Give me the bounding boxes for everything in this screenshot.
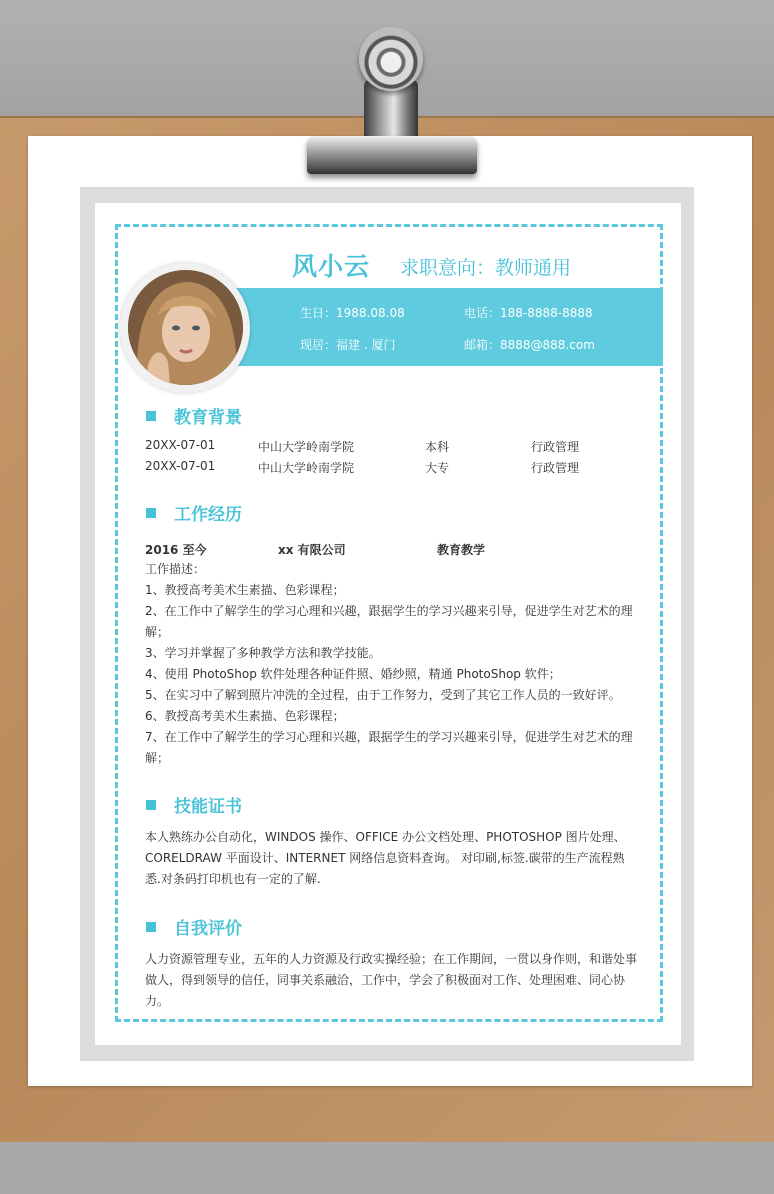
work-heading [146,500,242,525]
education-row [145,459,625,479]
portrait-illustration [128,270,243,385]
section-marker-icon [146,922,156,932]
work-desc-label: 工作描述： [145,562,206,576]
edu-degree: 本科 [425,440,450,454]
work-company: xx 有限公司 [278,543,346,557]
birthday-text: 生日：1988.08.08 [300,306,405,320]
phone-text: 电话：188-8888-8888 [464,306,593,320]
section-marker-icon [146,508,156,518]
self-eval-heading [146,914,242,939]
skills-text: 本人熟练办公自动化，WINDOS 操作、OFFICE 办公文档处理、PHOTOSHOP 图片处理、CORELDRAW 平面设计、INTERNET 网络信息资料查询。 对印刷,标签.碳带的生产流程熟悉.对条码打印机也有一定的了解. [145,830,626,886]
education-heading [146,403,242,428]
skills-heading [146,792,242,817]
edu-school: 中山大学岭南学院 [258,440,355,454]
job-intent: 求职意向：教师通用 [400,257,572,279]
work-title: 工作经历 [174,505,242,525]
contact-band [232,288,663,366]
avatar [128,270,243,385]
work-period: 2016 至今 [145,543,207,557]
work-position: 教育教学 [437,543,486,557]
work-line: 3、学习并掌握了多种教学方法和教学技能。 [145,646,381,660]
work-line: 6、教授高考美术生素描、色彩课程； [145,709,345,723]
skills-title: 技能证书 [174,797,242,817]
candidate-name: 风小云 [292,252,371,281]
edu-school: 中山大学岭南学院 [258,461,355,475]
binder-clip-ring [359,27,423,91]
edu-date: 20XX-07-01 [145,438,216,452]
work-line: 7、在工作中了解学生的学习心理和兴趣，跟据学生的学习兴趣来引导，促进学生对艺术的理解； [145,730,633,765]
edu-major: 行政管理 [531,440,580,454]
edu-date: 20XX-07-01 [145,459,216,473]
residence-text: 现居：福建 . 厦门 [300,338,396,352]
binder-clip-base [307,136,477,174]
edu-major: 行政管理 [531,461,580,475]
self-eval-text: 人力资源管理专业，五年的人力资源及行政实操经验；在工作期间，一贯以身作则，和谐处事做人，得到领导的信任，同事关系融洽，工作中，学会了积极面对工作、处理困难、同心协力。 [145,952,638,1008]
work-line: 5、在实习中了解到照片冲洗的全过程，由于工作努力，受到了其它工作人员的一致好评。 [145,688,621,702]
section-marker-icon [146,411,156,421]
edu-degree: 大专 [425,461,450,475]
section-marker-icon [146,800,156,810]
work-line: 2、在工作中了解学生的学习心理和兴趣，跟据学生的学习兴趣来引导，促进学生对艺术的理解； [145,604,633,639]
email-text: 邮箱：8888@888.com [464,338,595,352]
education-title: 教育背景 [174,408,242,428]
work-line: 4、使用 PhotoShop 软件处理各种证件照、婚纱照，精通 PhotoShop 软件； [145,667,561,681]
self-eval-title: 自我评价 [174,919,242,939]
work-description [145,559,640,769]
work-line: 1、教授高考美术生素描、色彩课程； [145,583,345,597]
education-row [145,438,625,458]
